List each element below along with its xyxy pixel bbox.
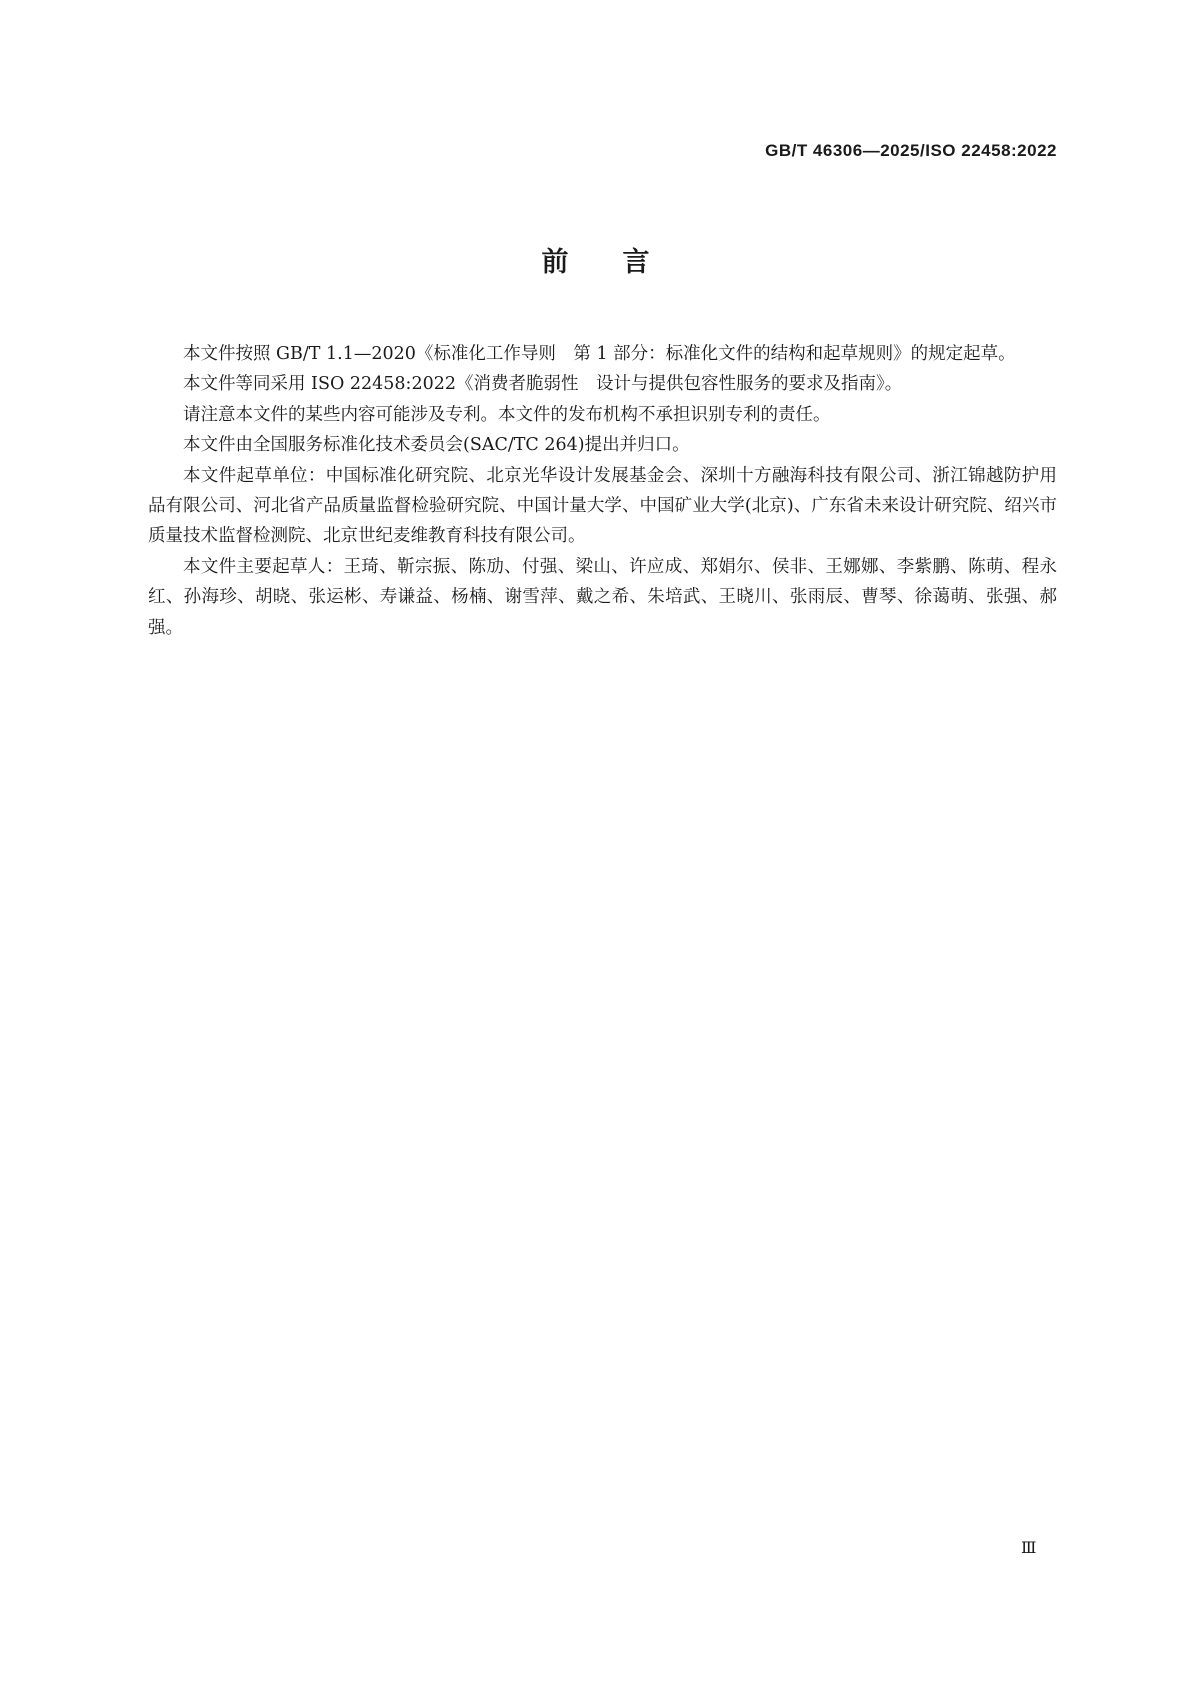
paragraph-patent-notice: 请注意本文件的某些内容可能涉及专利。本文件的发布机构不承担识别专利的责任。 xyxy=(183,404,831,425)
paragraph-drafters: 本文件主要起草人：王琦、靳宗振、陈劢、付强、梁山、许应成、郑娟尔、侯非、王娜娜、李紫鹏、陈萌、程永红、孙海珍、胡晓、张运彬、寿谦益、杨楠、谢雪萍、戴之希、朱培武、王晓川、张雨辰、曹琴、徐蔼萌、张强、郝强。 xyxy=(148,556,1057,638)
standard-code: GB/T 46306—2025/ISO 22458:2022 xyxy=(765,141,1057,160)
paragraph-drafting-rules: 本文件按照 GB/T 1.1—2020《标准化工作导则 第 1 部分：标准化文件的结构和起草规则》的规定起草。 xyxy=(183,344,1016,364)
paragraph-proposer: 本文件由全国服务标准化技术委员会(SAC/TC 264)提出并归口。 xyxy=(183,435,690,456)
foreword-body xyxy=(148,339,1057,643)
page-title: 前言 xyxy=(541,247,704,278)
paragraph-adoption: 本文件等同采用 ISO 22458:2022《消费者脆弱性 设计与提供包容性服务的要求及指南》。 xyxy=(183,374,903,395)
paragraph-drafting-units: 本文件起草单位：中国标准化研究院、北京光华设计发展基金会、深圳十方融海科技有限公司、浙江锦越防护用品有限公司、河北省产品质量监督检验研究院、中国计量大学、中国矿业大学(北京)、广东省未来设计研究院、绍兴市质量技术监督检测院、北京世纪麦维教育科技有限公司。 xyxy=(148,465,1057,547)
page-number: Ⅲ xyxy=(1021,1538,1037,1557)
